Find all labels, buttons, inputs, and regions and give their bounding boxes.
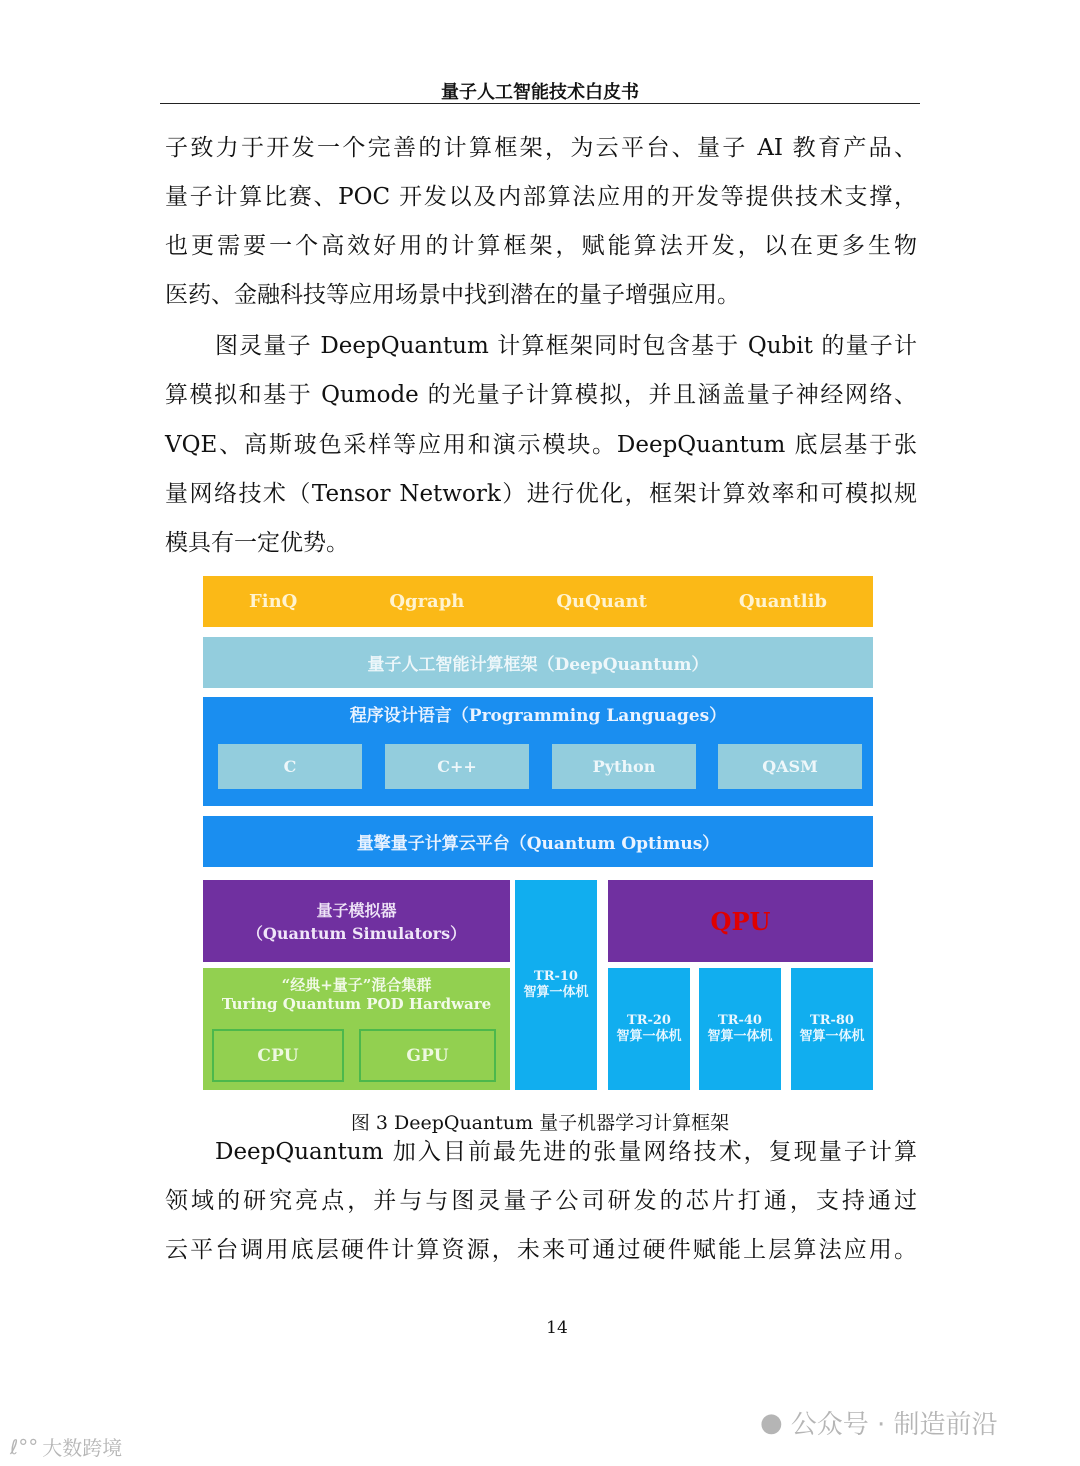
- app-label: Quantlib: [738, 591, 828, 612]
- text-line: 量子计算比赛、POC 开发以及内部算法应用的开发等提供技术支撑，: [165, 184, 917, 210]
- text-line: 子致力于开发一个完善的计算框架，为云平台、量子 AI 教育产品、: [165, 135, 917, 161]
- logo-icon: ℓ°°: [10, 1434, 39, 1459]
- machine-box: [608, 968, 690, 1090]
- machine-model: TR-80: [810, 1013, 854, 1028]
- running-header: 量子人工智能技术白皮书: [441, 82, 639, 103]
- app-label: FinQ: [248, 591, 298, 612]
- simulator-subtitle: （Quantum Simulators）: [246, 924, 467, 943]
- figure-caption: 图 3 DeepQuantum 量子机器学习计算框架: [350, 1112, 730, 1134]
- gpu-box: GPU: [359, 1029, 496, 1082]
- apps-layer: [203, 576, 873, 627]
- text-line: DeepQuantum 加入目前最先进的张量网络技术，复现量子计算: [215, 1139, 917, 1165]
- machine-name: 智算一体机: [616, 1029, 682, 1044]
- wechat-icon: ●: [760, 1407, 783, 1438]
- simulator-box: [203, 880, 510, 962]
- machine-box: [699, 968, 781, 1090]
- languages-title: 程序设计语言（Programming Languages）: [349, 706, 727, 726]
- language-box: Python: [552, 744, 696, 789]
- page-number: 14: [546, 1318, 568, 1338]
- language-box: C: [218, 744, 362, 789]
- text-line: 图灵量子 DeepQuantum 计算框架同时包含基于 Qubit 的量子计: [215, 333, 917, 359]
- machine-box: [515, 880, 597, 1090]
- language-box: C++: [385, 744, 529, 789]
- machine-model: TR-10: [534, 969, 578, 984]
- cluster-title: “经典+量子”混合集群: [281, 976, 432, 994]
- header-rule: [160, 103, 920, 104]
- watermark-text: 大数跨境: [42, 1436, 123, 1460]
- text-line: 也更需要一个高效好用的计算框架，赋能算法开发，以在更多生物: [165, 233, 917, 259]
- simulator-title: 量子模拟器: [316, 901, 397, 920]
- wechat-watermark: [760, 1404, 997, 1441]
- language-box: QASM: [718, 744, 862, 789]
- corner-watermark: [10, 1432, 122, 1461]
- app-label: QuQuant: [556, 591, 647, 612]
- watermark-text: 公众号 · 制造前沿: [790, 1410, 998, 1440]
- machine-name: 智算一体机: [799, 1029, 865, 1044]
- machine-name: 智算一体机: [707, 1029, 773, 1044]
- qpu-box: QPU: [608, 880, 873, 962]
- text-line: 模具有一定优势。: [165, 530, 349, 556]
- cpu-box: CPU: [212, 1029, 344, 1082]
- text-line: 云平台调用底层硬件计算资源，未来可通过硬件赋能上层算法应用。: [165, 1237, 917, 1263]
- framework-layer: 量子人工智能计算框架（DeepQuantum）: [203, 637, 873, 688]
- app-label: Qgraph: [389, 591, 465, 612]
- machine-model: TR-40: [718, 1013, 762, 1028]
- text-line: 领域的研究亮点，并与与图灵量子公司研发的芯片打通，支持通过: [165, 1188, 917, 1214]
- text-line: 量网络技术（Tensor Network）进行优化，框架计算效率和可模拟规: [165, 481, 917, 507]
- cluster-subtitle: Turing Quantum POD Hardware: [221, 995, 492, 1013]
- text-line: 医药、金融科技等应用场景中找到潜在的量子增强应用。: [165, 282, 740, 308]
- cloud-layer: 量擎量子计算云平台（Quantum Optimus）: [203, 816, 873, 867]
- text-line: VQE、高斯玻色采样等应用和演示模块。DeepQuantum 底层基于张: [165, 432, 917, 458]
- machine-name: 智算一体机: [523, 985, 589, 1000]
- text-line: 算模拟和基于 Qumode 的光量子计算模拟，并且涵盖量子神经网络、: [165, 382, 917, 408]
- machine-box: [791, 968, 873, 1090]
- machine-model: TR-20: [627, 1013, 671, 1028]
